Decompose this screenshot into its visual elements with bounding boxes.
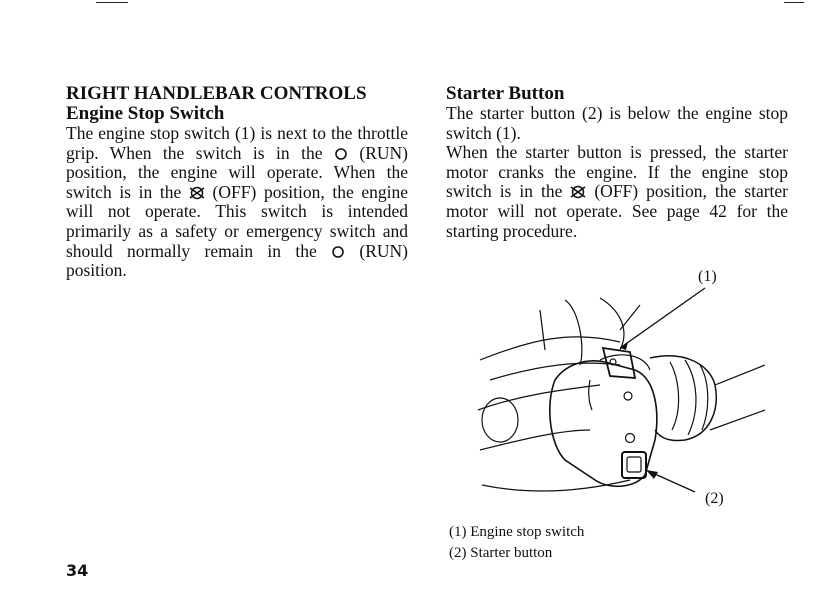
starter-button-p3: (OFF) position, the starter motor will not operate. See page 42 for the starting procedure. xyxy=(446,181,788,241)
caption-1: (1) Engine stop switch xyxy=(449,524,585,540)
engine-stop-heading: Engine Stop Switch xyxy=(66,103,225,124)
off-icon xyxy=(570,185,586,199)
left-column xyxy=(66,84,408,281)
right-column xyxy=(446,84,788,241)
engine-stop-p1: The engine stop switch (1) is next to the throttle grip. When the switch is in the xyxy=(66,123,408,163)
run-icon xyxy=(334,147,348,161)
starter-button-text xyxy=(446,143,788,241)
section-title: RIGHT HANDLEBAR CONTROLS xyxy=(66,83,367,104)
engine-stop-p2: (RUN) position, the engine will operate. When the switch is in the xyxy=(66,142,408,202)
engine-stop-text xyxy=(66,124,408,281)
top-rule-left xyxy=(96,2,128,3)
handlebar-illustration xyxy=(470,270,770,510)
figure-captions xyxy=(449,522,584,564)
top-rule-right xyxy=(784,2,804,3)
engine-stop-p3: (OFF) position, the engine will not operate. This switch is intended primarily as a safety or emergency switch and should normally remain in the xyxy=(66,181,409,261)
run-icon xyxy=(331,245,345,259)
callout-1: (1) xyxy=(698,268,717,285)
engine-stop-p4: (RUN) position. xyxy=(66,240,408,281)
caption-2: (2) Starter button xyxy=(449,545,553,561)
handlebar-drawing xyxy=(470,270,770,510)
page-number: 34 xyxy=(66,561,89,580)
callout-2: (2) xyxy=(705,490,724,507)
starter-button-heading: Starter Button xyxy=(446,83,565,104)
starter-button-p2: When the starter button is pressed, the starter motor cranks the engine. If the engine stop switch is in the xyxy=(446,142,788,202)
starter-button-p1: The starter button (2) is below the engine stop switch (1). xyxy=(446,103,788,143)
off-icon xyxy=(189,186,205,200)
